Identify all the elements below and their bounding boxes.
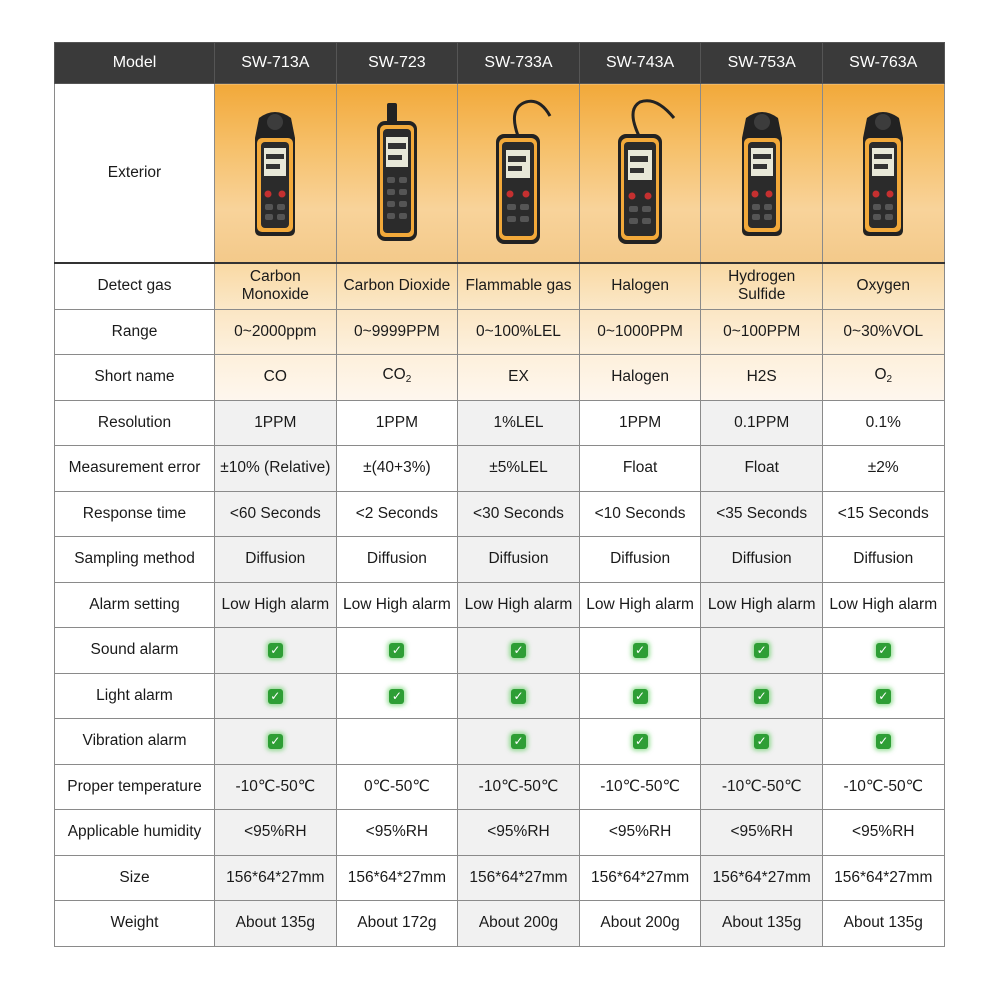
row-alarm [55,582,945,628]
value-cell [458,764,580,810]
model-sw-713a: SW-713A [215,43,337,84]
value-cell [701,400,823,446]
value-cell [579,491,701,537]
value-text: Diffusion [610,550,671,568]
exterior-cell [579,84,701,264]
value-text: H2S [746,368,777,386]
value-cell [822,537,944,583]
value-text: <95%RH [487,823,550,841]
gas-detector-with-probe-icon [478,98,558,248]
value-cell [701,491,823,537]
value-cell [215,764,337,810]
row-vibration [55,719,945,765]
value-cell [215,263,337,309]
row-short [55,355,945,401]
value-text: About 172g [357,914,437,932]
value-text: <95%RH [244,823,307,841]
row-label: Weight [55,901,215,947]
value-text: <95%RH [852,823,915,841]
checkmark-icon: ✓ [389,643,404,658]
value-text: 1%LEL [493,413,544,431]
value-text: 156*64*27mm [834,868,933,886]
value-cell [458,491,580,537]
value-cell [215,355,337,401]
value-cell [458,537,580,583]
checkmark-icon: ✓ [268,734,283,749]
value-cell [336,582,458,628]
row-label: Range [55,309,215,355]
model-sw-723: SW-723 [336,43,458,84]
value-text: Diffusion [488,550,549,568]
model-sw-733a: SW-733A [458,43,580,84]
value-text: About 135g [722,914,802,932]
value-text: 0~1000PPM [597,322,683,340]
checkmark-icon: ✓ [633,689,648,704]
subscript-text: 2 [886,373,893,385]
check-cell [336,628,458,674]
row-weight [55,901,945,947]
subscript-text: 2 [405,373,412,385]
value-text: Carbon Monoxide [241,268,309,304]
value-cell [701,355,823,401]
checkmark-icon: ✓ [876,643,891,658]
row-label: Applicable humidity [55,810,215,856]
value-text: -10℃-50℃ [478,777,559,795]
value-cell [579,855,701,901]
check-cell [822,673,944,719]
value-text: 156*64*27mm [226,868,325,886]
value-text: Diffusion [731,550,792,568]
model-sw-753a: SW-753A [701,43,823,84]
check-cell [701,673,823,719]
value-text: 156*64*27mm [590,868,690,886]
row-label: Short name [55,355,215,401]
value-text: Carbon Dioxide [343,277,451,295]
value-text: 0~100%LEL [476,322,561,340]
value-text: <15 Seconds [837,504,929,522]
checkmark-icon: ✓ [511,689,526,704]
value-cell [336,491,458,537]
row-label: Sound alarm [55,628,215,674]
value-text: Low High alarm [586,595,694,613]
value-cell [701,764,823,810]
value-text: Float [744,459,779,477]
value-text: Diffusion [366,550,427,568]
value-text: -10℃-50℃ [721,777,802,795]
row-label: Proper temperature [55,764,215,810]
checkmark-icon: ✓ [511,734,526,749]
value-cell [579,582,701,628]
check-cell [215,628,337,674]
value-text: 0.1% [865,413,901,431]
value-text: About 200g [478,914,559,932]
value-cell [822,400,944,446]
value-cell [701,810,823,856]
check-cell [336,673,458,719]
value-text: <2 Seconds [355,504,439,522]
value-text: <60 Seconds [229,504,321,522]
value-cell [458,901,580,947]
value-cell [701,537,823,583]
value-text: 0℃-50℃ [363,777,430,795]
checkmark-icon: ✓ [389,689,404,704]
value-cell [336,400,458,446]
value-cell [336,263,458,309]
value-cell [701,582,823,628]
checkmark-icon: ✓ [876,734,891,749]
value-cell [579,263,701,309]
row-humidity [55,810,945,856]
value-cell [822,582,944,628]
value-cell [215,901,337,947]
exterior-label: Exterior [55,84,215,264]
value-text: 0~9999PPM [354,322,440,340]
value-text: ±5%LEL [489,459,548,477]
check-cell [458,673,580,719]
value-cell [822,355,944,401]
value-text: EX [508,368,529,386]
checkmark-icon: ✓ [268,643,283,658]
row-sampling [55,537,945,583]
value-text: ±2% [867,459,899,477]
check-cell [701,719,823,765]
gas-detector-with-antenna-icon [367,103,427,243]
value-cell [215,855,337,901]
value-cell [458,582,580,628]
value-cell [458,309,580,355]
value-cell [336,537,458,583]
exterior-cell [458,84,580,264]
value-text: Halogen [611,368,669,386]
value-cell [458,355,580,401]
gas-detector-device-icon [732,108,792,238]
value-cell [701,855,823,901]
row-label: Size [55,855,215,901]
value-text: <30 Seconds [473,504,564,522]
value-cell [458,446,580,492]
value-text: <35 Seconds [716,504,808,522]
value-cell [822,446,944,492]
value-cell [215,446,337,492]
check-cell [215,719,337,765]
value-text: Low High alarm [464,595,573,613]
check-cell [579,628,701,674]
value-cell [822,764,944,810]
value-cell [215,810,337,856]
value-cell [579,810,701,856]
value-text: Low High alarm [829,595,938,613]
checkmark-icon: ✓ [511,643,526,658]
value-text: CO [382,365,406,383]
value-cell [215,582,337,628]
value-cell [336,855,458,901]
checkmark-icon: ✓ [754,643,769,658]
spec-comparison-table [54,42,945,947]
model-header-row [55,43,945,84]
value-text: Diffusion [245,550,306,568]
value-cell [701,446,823,492]
model-corner-label: Model [55,43,215,84]
value-text: Flammable gas [465,277,572,295]
value-text: About 135g [235,914,315,932]
exterior-cell [822,84,944,264]
row-label: Detect gas [55,263,215,309]
value-text: <95%RH [730,823,793,841]
gas-detector-device-icon [245,108,305,238]
row-range [55,309,945,355]
check-cell [458,719,580,765]
value-cell [579,537,701,583]
value-text: About 135g [843,914,923,932]
value-cell [701,901,823,947]
value-text: <10 Seconds [594,504,686,522]
value-text: 1PPM [618,413,662,431]
value-text: O [874,365,887,383]
value-cell [822,810,944,856]
value-text: ±(40+3%) [363,459,431,477]
value-cell [579,400,701,446]
value-cell [579,309,701,355]
value-text: 1PPM [375,413,418,431]
value-text: Oxygen [856,277,910,295]
value-cell [701,263,823,309]
checkmark-icon: ✓ [754,689,769,704]
checkmark-icon: ✓ [268,689,283,704]
value-text: <95%RH [608,823,672,841]
value-text: -10℃-50℃ [600,777,680,795]
row-sound [55,628,945,674]
gas-detector-with-probe-icon [600,98,680,248]
row-label: Vibration alarm [55,719,215,765]
row-resolution [55,400,945,446]
value-cell [336,764,458,810]
value-cell [822,309,944,355]
value-text: 0~2000ppm [234,322,317,340]
value-cell [336,901,458,947]
value-cell [336,446,458,492]
value-text: Low High alarm [343,595,451,613]
check-cell [336,719,458,765]
value-cell [822,263,944,309]
value-cell [215,309,337,355]
value-text: Low High alarm [707,595,816,613]
value-cell [458,810,580,856]
row-light [55,673,945,719]
model-sw-743a: SW-743A [579,43,701,84]
value-cell [336,810,458,856]
value-text: 156*64*27mm [712,868,811,886]
value-text: 1PPM [254,413,297,431]
value-text: Halogen [611,277,669,295]
row-label: Response time [55,491,215,537]
value-text: Diffusion [853,550,914,568]
row-label: Sampling method [55,537,215,583]
value-cell [579,355,701,401]
value-cell [458,263,580,309]
exterior-row [55,84,945,264]
value-cell [215,537,337,583]
check-cell [701,628,823,674]
gas-detector-device-icon [853,108,913,238]
value-text: <95%RH [365,823,429,841]
check-cell [822,719,944,765]
value-cell [579,764,701,810]
row-label: Light alarm [55,673,215,719]
value-text: 0~30%VOL [843,322,924,340]
value-text: 0.1PPM [734,413,790,431]
value-cell [215,400,337,446]
value-cell [822,901,944,947]
row-size [55,855,945,901]
check-cell [579,673,701,719]
value-cell [701,309,823,355]
value-text: 0~100PPM [723,322,801,340]
check-cell [458,628,580,674]
row-label: Measurement error [55,446,215,492]
value-cell [336,355,458,401]
value-cell [822,855,944,901]
value-cell [579,446,701,492]
row-label: Resolution [55,400,215,446]
value-cell [579,901,701,947]
value-text: 156*64*27mm [347,868,446,886]
value-cell [336,309,458,355]
value-cell [458,855,580,901]
value-text: Hydrogen Sulfide [728,268,796,304]
exterior-cell [215,84,337,264]
checkmark-icon: ✓ [633,734,648,749]
value-cell [458,400,580,446]
exterior-cell [336,84,458,264]
row-gas [55,263,945,309]
value-text: -10℃-50℃ [843,777,924,795]
value-text: ±10% (Relative) [220,459,331,477]
checkmark-icon: ✓ [876,689,891,704]
row-temp [55,764,945,810]
checkmark-icon: ✓ [754,734,769,749]
check-cell [822,628,944,674]
check-cell [579,719,701,765]
model-sw-763a: SW-763A [822,43,944,84]
exterior-cell [701,84,823,264]
value-text: -10℃-50℃ [235,777,316,795]
checkmark-icon: ✓ [633,643,648,658]
value-text: Low High alarm [221,595,330,613]
value-text: 156*64*27mm [469,868,568,886]
value-cell [822,491,944,537]
row-response [55,491,945,537]
row-label: Alarm setting [55,582,215,628]
row-error [55,446,945,492]
value-text: Float [622,459,658,477]
value-cell [215,491,337,537]
value-text: CO [263,368,287,386]
value-text: About 200g [600,914,680,932]
check-cell [215,673,337,719]
